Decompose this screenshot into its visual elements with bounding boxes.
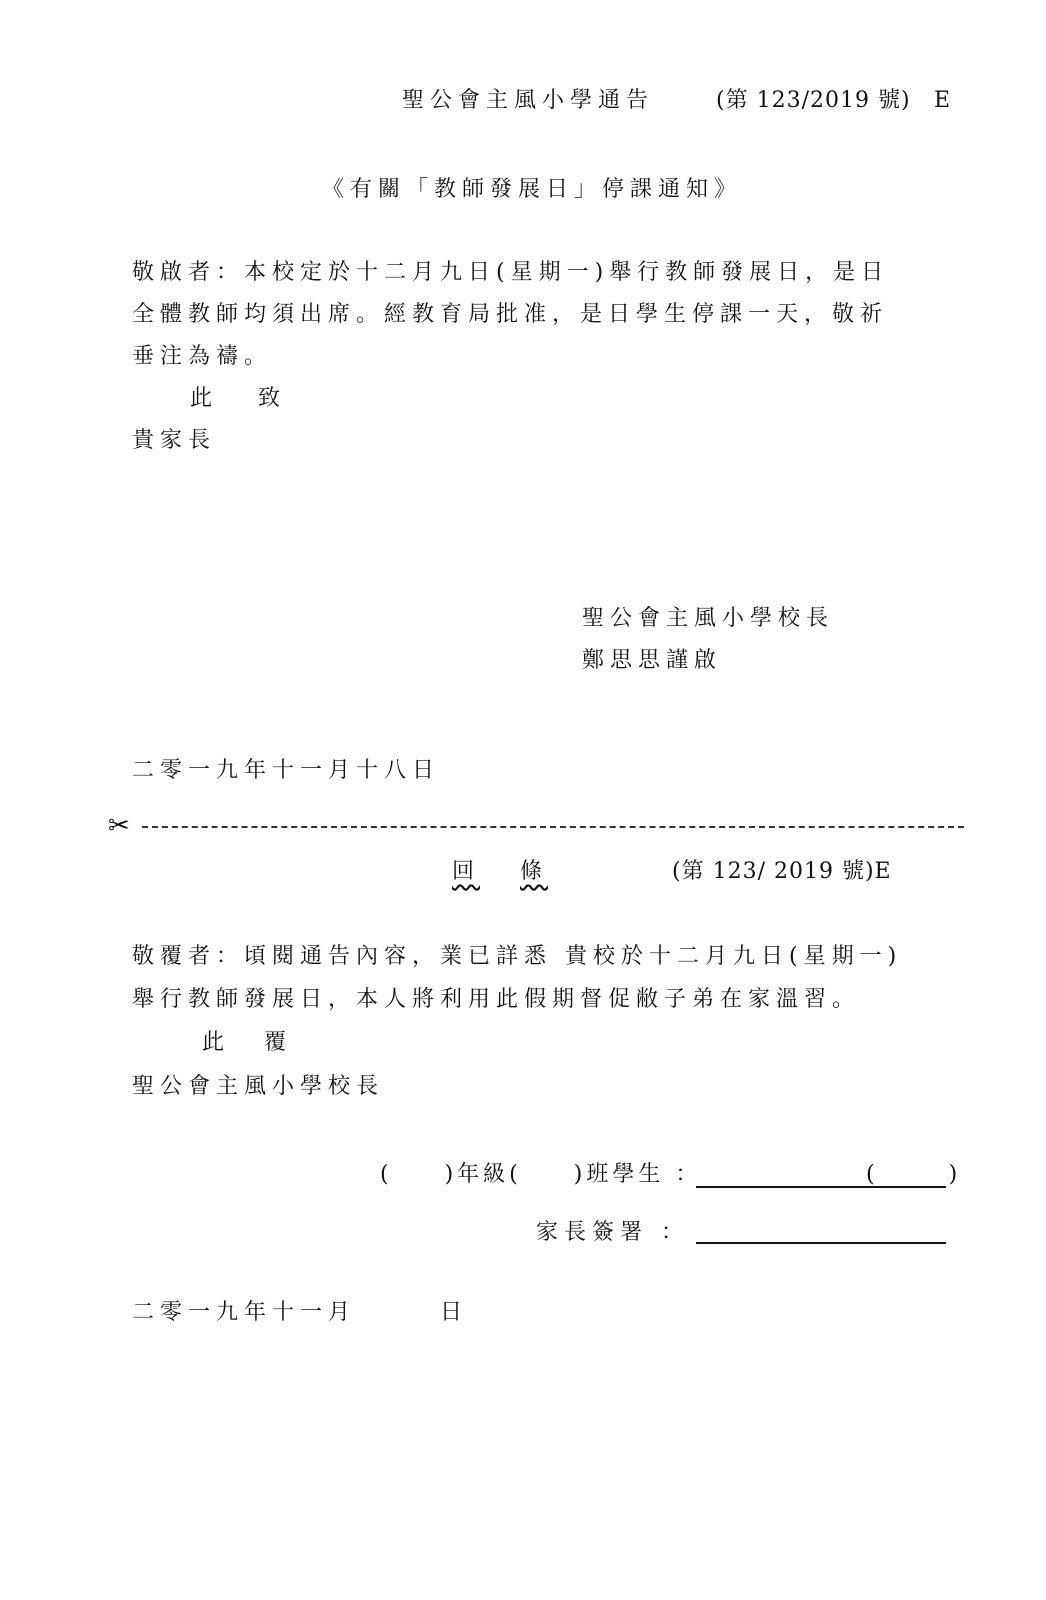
student-number-paren: ( ) [866, 1162, 960, 1187]
reply-heading-tiao: 條 [520, 859, 549, 884]
reply-date: 二零一九年十一月 日 [132, 1300, 469, 1325]
reply-salutation-fu: 覆 [264, 1030, 293, 1055]
salutation-zhi: 致 [258, 386, 287, 411]
principal-name: 鄭思思謹啟 [582, 648, 723, 673]
reply-heading-hui: 回 [452, 859, 481, 884]
body-line-1: 敬啟者：本校定於十二月九日(星期一)舉行教師發展日，是日 [132, 260, 890, 285]
reply-notice-number: (第 123/ 2019 號)E [672, 859, 892, 884]
body-line-3: 垂注為禱。 [132, 344, 273, 369]
student-class-label: ( )年級( )班學生 ： [380, 1162, 702, 1187]
cut-line [142, 826, 964, 828]
notice-date: 二零一九年十一月十八日 [132, 758, 441, 783]
reply-line-1: 敬覆者：頃閱通告內容，業已詳悉 貴校於十二月九日(星期一) [132, 944, 903, 969]
notice-number: (第 123/2019 號) [716, 88, 911, 113]
notice-heading: 《有關「教師發展日」停課通知》 [322, 177, 743, 202]
principal-title: 聖公會主風小學校長 [582, 606, 835, 631]
reply-line-2: 舉行教師發展日，本人將利用此假期督促敝子弟在家溫習。 [132, 987, 861, 1012]
salutation-ci: 此 [190, 386, 219, 411]
parent-signature-label: 家長簽署 ： [536, 1220, 689, 1245]
scissors-icon: ✂ [108, 811, 130, 841]
parent-signature-field[interactable] [696, 1242, 946, 1244]
school-notice-title: 聖公會主風小學通告 [402, 88, 655, 113]
reply-salutation-ci: 此 [202, 1030, 231, 1055]
body-line-2: 全體教師均須出席。經教育局批准，是日學生停課一天，敬祈 [132, 302, 889, 327]
reply-addressee: 聖公會主風小學校長 [132, 1074, 385, 1099]
language-code: E [934, 88, 957, 113]
addressee: 貴家長 [132, 428, 217, 453]
